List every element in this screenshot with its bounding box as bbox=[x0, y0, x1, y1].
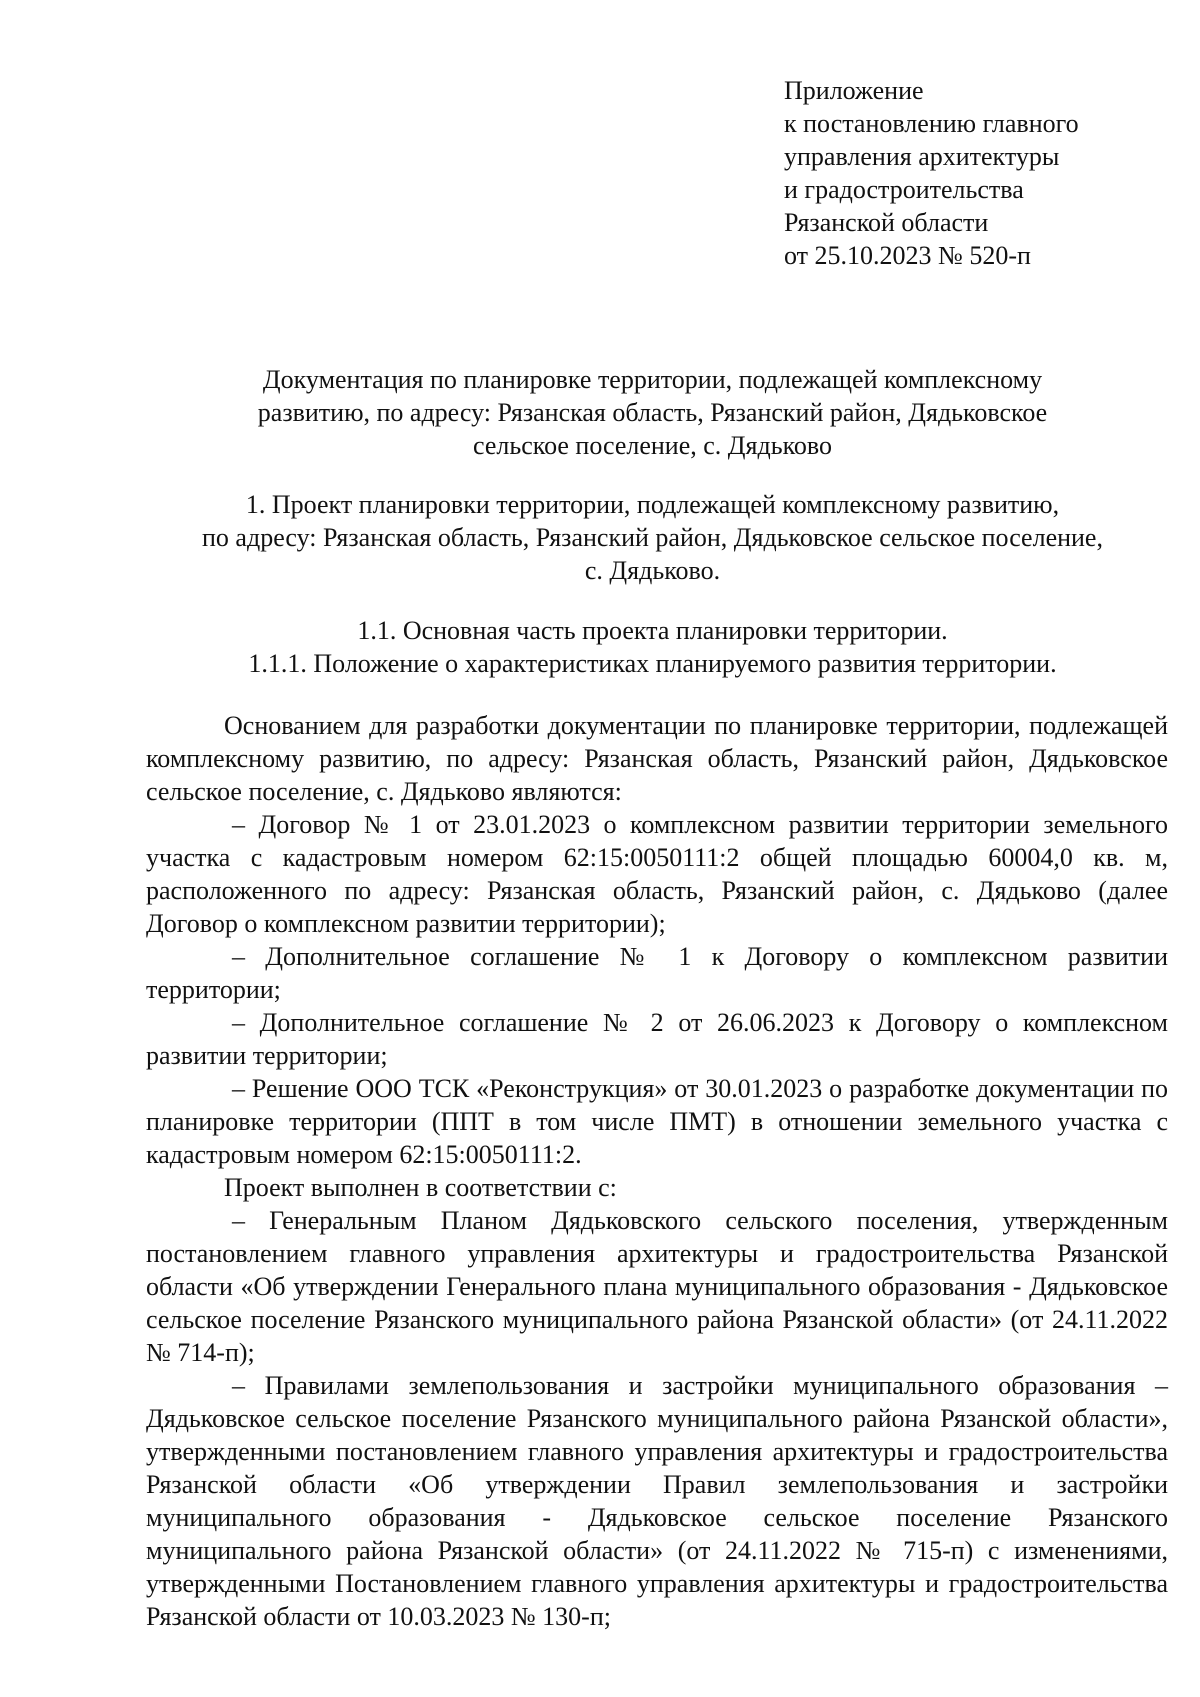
appendix-date-number: от 25.10.2023 № 520-п bbox=[784, 241, 1031, 270]
compliance-intro-paragraph: Проект выполнен в соответствии с: bbox=[224, 1173, 617, 1202]
document-body bbox=[146, 709, 1168, 1633]
basis-list-item: – Договор № 1 от 23.01.2023 о комплексном развитии территории земельного участка с кадастровым номером 62:15:0050111:2 общей площадью 60004,0 кв. м, расположенного по адресу: Рязанская область, Рязанский район, с. Дядьково (далее Договор о комплексном развитии территории); bbox=[146, 810, 1168, 938]
appendix-line: и градостроительства bbox=[784, 175, 1024, 204]
document-title-line: сельское поселение, с. Дядьково bbox=[472, 431, 832, 460]
document-title bbox=[140, 363, 1165, 462]
subsection-main-part-title: 1.1. Основная часть проекта планировки территории. bbox=[357, 616, 948, 645]
basis-list-item: – Решение ООО ТСК «Реконструкция» от 30.01.2023 о разработке документации по планировке территории (ППТ в том числе ПМТ) в отношении земельного участка с кадастровым номером 62:15:0050111:2. bbox=[146, 1074, 1168, 1169]
basis-intro-paragraph: Основанием для разработки документации по планировке территории, подлежащей комплексному развитию, по адресу: Рязанская область, Рязанский район, Дядьковское сельское поселение, с. Дядьково являются: bbox=[146, 711, 1168, 806]
section-title bbox=[140, 488, 1165, 587]
appendix-line: к постановлению главного bbox=[784, 109, 1079, 138]
appendix-line: Приложение bbox=[784, 76, 924, 105]
appendix-line: управления архитектуры bbox=[784, 142, 1060, 171]
document-title-line: развитию, по адресу: Рязанская область, Рязанский район, Дядьковское bbox=[257, 398, 1048, 427]
basis-list-item: – Дополнительное соглашение № 2 от 26.06.2023 к Договору о комплексном развитии территории; bbox=[146, 1008, 1168, 1070]
compliance-list-item: – Генеральным Планом Дядьковского сельского поселения, утвержденным постановлением главного управления архитектуры и градостроительства Рязанской области «Об утверждении Генерального плана муниципального образования - Дядьковское сельское поселение Рязанского муниципального района Рязанской области» (от 24.11.2022 № 714-п); bbox=[146, 1206, 1168, 1367]
section-title-line: 1. Проект планировки территории, подлежащей комплексному развитию, bbox=[245, 490, 1060, 519]
appendix-header bbox=[784, 74, 1079, 272]
subsection-provision-title: 1.1.1. Положение о характеристиках планируемого развития территории. bbox=[248, 649, 1057, 678]
basis-list-item: – Дополнительное соглашение № 1 к Договору о комплексном развитии территории; bbox=[146, 942, 1168, 1004]
compliance-list-item: – Правилами землепользования и застройки муниципального образования – Дядьковское сельское поселение Рязанского муниципального района Рязанской области», утвержденными постановлением главного управления архитектуры и градостроительства Рязанской области «Об утверждении Правил землепользования и застройки муниципального образования - Дядьковское сельское поселение Рязанского муниципального района Рязанской области» (от 24.11.2022 № 715-п) с изменениями, утвержденными Постановлением главного управления архитектуры и градостроительства Рязанской области от 10.03.2023 № 130-п; bbox=[146, 1371, 1168, 1631]
appendix-line: Рязанской области bbox=[784, 208, 989, 237]
document-title-line: Документация по планировке территории, подлежащей комплексному bbox=[262, 365, 1043, 394]
subsection-titles bbox=[140, 614, 1165, 680]
section-title-line: по адресу: Рязанская область, Рязанский район, Дядьковское сельское поселение, bbox=[202, 523, 1103, 552]
section-title-line: с. Дядьково. bbox=[584, 556, 721, 585]
